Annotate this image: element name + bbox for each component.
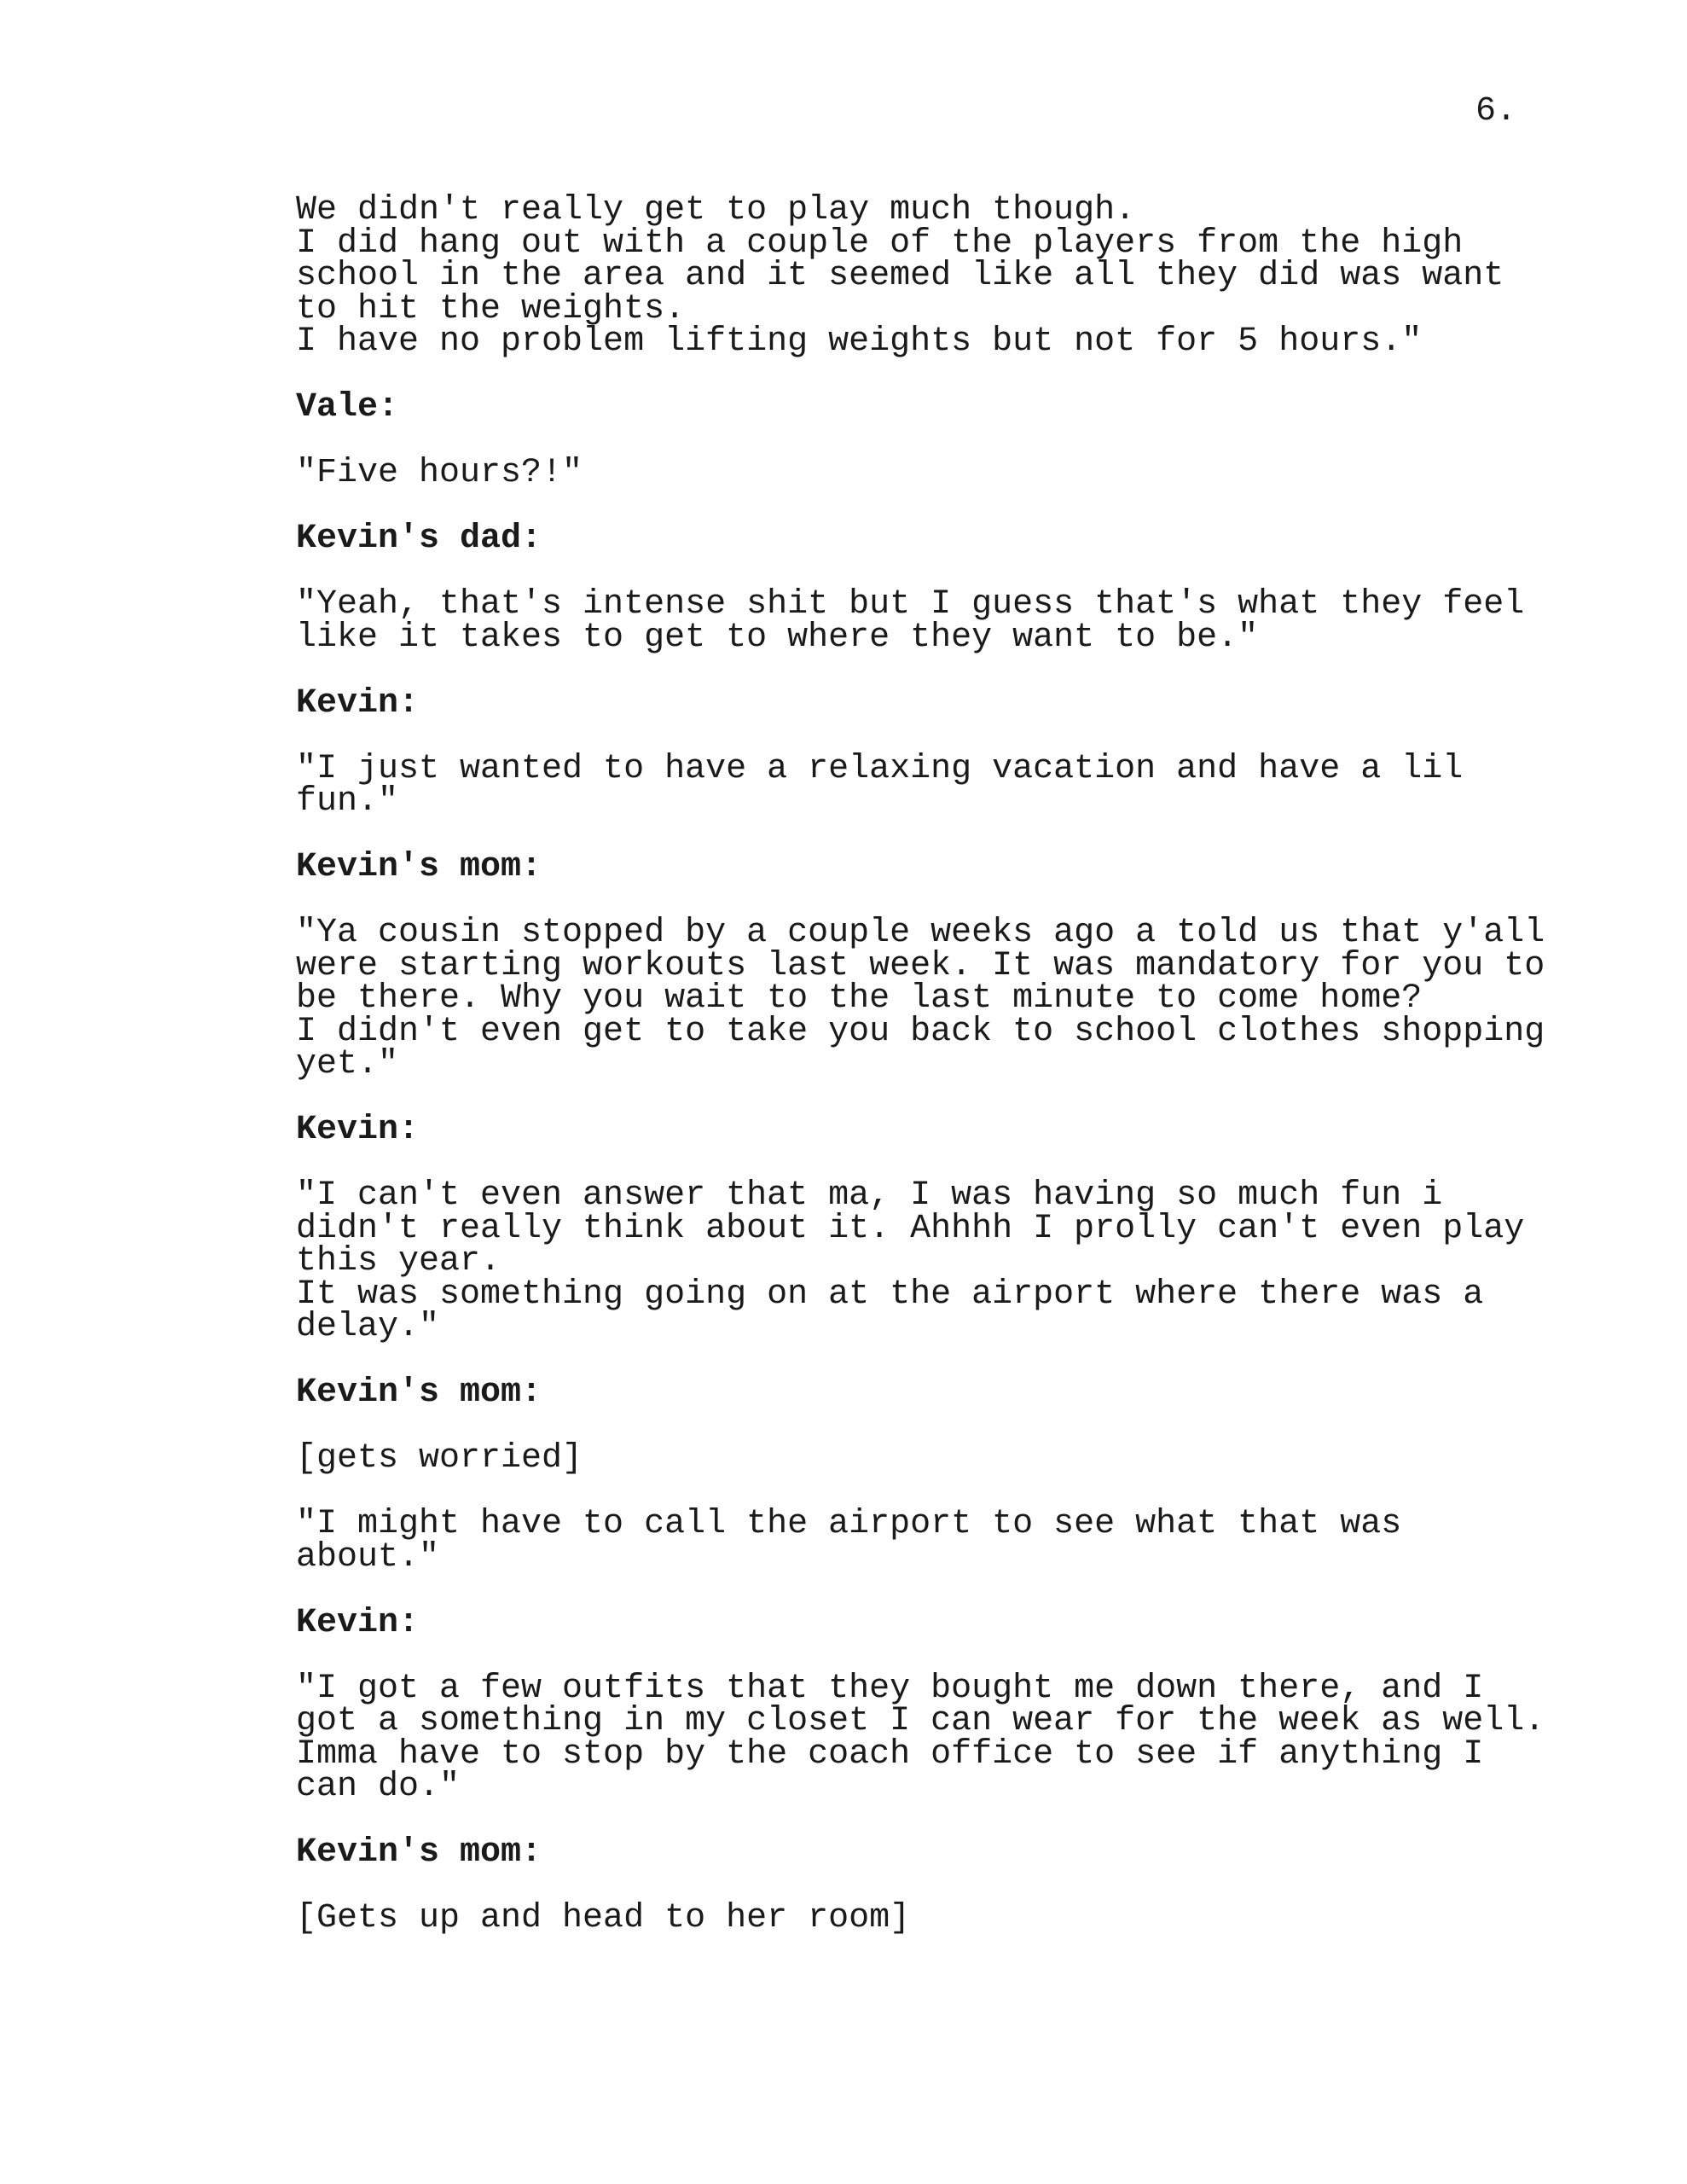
block-spacer — [296, 1147, 1507, 1181]
dialogue-line: "Yeah, that's intense shit but I guess that's what they feel — [296, 585, 1525, 624]
dialogue-line: "I can't even answer that ma, I was having so much fun i — [296, 1176, 1443, 1215]
block-spacer — [296, 1870, 1507, 1903]
dialogue-line: this year. — [296, 1242, 501, 1281]
block-spacer — [296, 1345, 1507, 1378]
dialogue-line: "I just wanted to have a relaxing vacation and have a lil — [296, 749, 1464, 788]
block-spacer — [296, 556, 1507, 590]
speaker-name: Kevin's dad: — [296, 520, 542, 558]
speaker-name: Kevin's mom: — [296, 1833, 542, 1872]
dialogue-line: It was something going on at the airport where there was a — [296, 1275, 1484, 1314]
block-spacer — [296, 1574, 1507, 1607]
dialogue-line: can do." — [296, 1768, 461, 1806]
dialogue-block — [296, 454, 1507, 492]
dialogue-block — [296, 1439, 1507, 1478]
dialogue-line: didn't really think about it. Ahhhh I prolly can't even play — [296, 1209, 1525, 1248]
speaker-name: Kevin: — [296, 1111, 420, 1149]
dialogue-line: yet." — [296, 1045, 399, 1083]
dialogue-line: "Five hours?!" — [296, 454, 583, 492]
speaker-name: Kevin: — [296, 683, 420, 723]
dialogue-line: Imma have to stop by the coach office to see if anything I — [296, 1734, 1484, 1774]
speaker-name: Kevin's mom: — [296, 848, 542, 886]
dialogue-line: like it takes to get to where they want to be." — [296, 618, 1259, 657]
dialogue-line: I didn't even get to take you back to school clothes shopping — [296, 1012, 1545, 1051]
dialogue-line: delay." — [296, 1308, 440, 1346]
dialogue-line: school in the area and it seemed like all they did was want — [296, 257, 1504, 295]
dialogue-block — [296, 1176, 1525, 1346]
block-spacer — [296, 885, 1507, 918]
block-spacer — [296, 425, 1507, 458]
dialogue-line: "Ya cousin stopped by a couple weeks ago a told us that y'all — [296, 914, 1545, 952]
dialogue-block — [296, 585, 1525, 657]
block-spacer — [296, 720, 1507, 753]
dialogue-line: about." — [296, 1537, 440, 1577]
dialogue-line: to hit the weights. — [296, 289, 686, 328]
block-spacer — [296, 819, 1507, 852]
speaker-name: Kevin's mom: — [296, 1374, 542, 1412]
block-spacer — [296, 491, 1507, 524]
dialogue-line: were starting workouts last week. It was mandatory for you to — [296, 946, 1545, 985]
block-spacer — [296, 1082, 1507, 1115]
dialogue-line: fun." — [296, 782, 399, 821]
block-spacer — [296, 1804, 1507, 1838]
dialogue-line: We didn't really get to play much though. — [296, 191, 1136, 229]
dialogue-line: got a something in my closet I can wear for the week as well. — [296, 1702, 1545, 1740]
dialogue-line: [gets worried] — [296, 1439, 583, 1478]
dialogue-line: [Gets up and head to her room] — [296, 1899, 911, 1937]
dialogue-block — [296, 191, 1507, 361]
dialogue-line: I did hang out with a couple of the players from the high — [296, 224, 1464, 263]
dialogue-block — [296, 749, 1507, 821]
dialogue-block — [296, 1505, 1507, 1577]
block-spacer — [296, 1410, 1507, 1443]
dialogue-line: "I got a few outfits that they bought me down there, and I — [296, 1669, 1484, 1708]
dialogue-block — [296, 1899, 1507, 1937]
block-spacer — [296, 1476, 1507, 1509]
speaker-name: Vale: — [296, 388, 399, 427]
dialogue-block — [296, 1669, 1545, 1806]
script-body — [296, 191, 1545, 1937]
block-spacer — [296, 1640, 1507, 1673]
dialogue-block — [296, 914, 1545, 1083]
dialogue-line: "I might have to call the airport to see what that was — [296, 1505, 1402, 1543]
block-spacer — [296, 654, 1507, 688]
block-spacer — [296, 359, 1507, 392]
dialogue-line: I have no problem lifting weights but not for 5 hours." — [296, 322, 1423, 361]
speaker-name: Kevin: — [296, 1603, 420, 1642]
page-number: 6. — [1475, 92, 1517, 131]
dialogue-line: be there. Why you wait to the last minute to come home? — [296, 979, 1423, 1018]
